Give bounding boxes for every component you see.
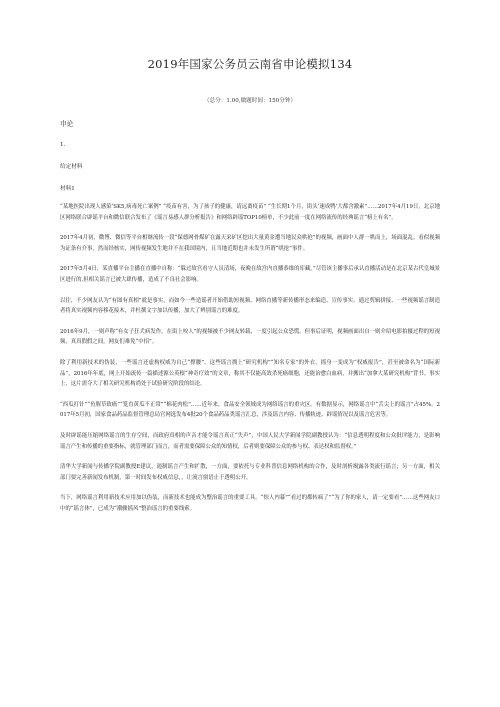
- exam-meta: （总分：1.00,做题时间：150分钟）: [203, 98, 297, 104]
- section-heading: 申论: [60, 120, 74, 128]
- paragraph-8: 及时辟谣能压缩网络谣言的生存空间，而政府真相的声音才能令谣言真正“失声”，中国人民大学新闻学院副教授认为：“信息透明程度和公众批评能力，是影响谣言产生和传播的重要指标，就管理部门而言，而者需要保障公众的知情权，后者则要保障公众的参与权、表达权和监督权。”: [60, 432, 440, 450]
- material-label: 材料1: [60, 186, 75, 192]
- paragraph-9: 清华大学新闻与传播学院副教授E建议，遏制谣言产生和扩散，一方面，要依托与专业科普信息网络机构的合作，及时剖析揭露各类流行谣言；另一方面，相关部门要完善新闻发布机制，第一时间发布权威信息，，让流言窗语止于透明公开。: [60, 464, 440, 481]
- document-title: 2019年国家公务员云南省申论模拟134: [147, 57, 353, 71]
- paragraph-4: 以往，不少网友认为“有图有真相”就是事实，而如今一些造谣者开始借助短视频、网络直播等新传播形态来编造、宣传事实。通过剪辑拼接、一些视频谣言制造者将真实视频内容移花接木，并杜撰文字加以传播，加大了辨别谣言的难度。: [60, 297, 440, 315]
- question-number: 1.: [60, 142, 66, 148]
- paragraph-3: 2017年5月4日，某直播平台主播在直播中自称：“躲过故宫看守人员清场，夜晚在故宫内直播恭维的库藏。”尽管该主播事后承认直播活动是在北京某古代皇城景区进行的.但相关谣言已被大肆传播，造成了不良社会影响。: [60, 266, 440, 283]
- paragraph-1: “某地医院出现人感染‘SK5,病毒死亡案例” “疫苗有害，为了孩子的健康，请远离疫苗” “生长期1个月，街头‘速成鸭’大都含激素”……2017年4月19日，北京地区网络联合辟谣平台和微信联合发布了《谣言易感人群分析报告》和网络辟谣TOP10榜单，不少此前一度在网络流传的经典谣言“榜上有名”。: [60, 204, 440, 221]
- paragraph-7: “西瓜打针”“鱼腥草致癌”“笼直黄瓜不正常”“棉花肉松”……近年来，食品安全领域成为网络谣言的重灾区。有数据显示，网络谣言中“舌尖上的谣言”占45%。2017年5月初，国家食品药品监督管理总局官网选发布4批20个食品药品类谣言汇总，涉及谣言内容、传播轨迹、辟谣情况以及谣言危害等。: [60, 401, 440, 419]
- paragraph-2: 2017年4月初，微博、微信等平台相继流传一段“保德网骨煤矿在露天采矿区挖出大量黄金遭当地民众哄抢”的视频，画面中人群一哄而上，场面混乱。看似视频为证条有介事，然而经核实，网传视频发生地并不在我国境内，且当地近期也并未发生所谓“哄抢”事件。: [60, 235, 440, 252]
- paragraph-5: 2016年9月，一则声称“有女子狂犬病发作，在街上咬人”的视频被不少网友转载，一度引起公众恐慌。但事后证明，视频画面出自一则介绍电影拍摄过程的短视频，真真假假之间，网友们难免“中招”。: [60, 328, 440, 346]
- paragraph-10: 当下，网络谣言利用新技术应用加以伪装，而新技术也能成为整治谣言的重要工具。“惊人内幕”“看过的都转疯了”“为了你的家人，请一定要看”……这些网友口中的“谣言体”，已成为“潮骤摇风”整治谣言的重要线索。: [60, 495, 440, 512]
- given-material-heading: 给定材料: [60, 164, 83, 170]
- paragraph-6: 除了利用新技术的伪装，一些谣言还虚构权威为自己“撑腰”，这些谣言拥上“研究机构”“知名专家”的外衣，摇身一变成为“权威报告”，甚至被命名为“国际新品”，2016年年底，网上开始流传一篇描述源公英根“神奇疗效”的文章，称其不仅能高效杀死癌细胞，还能治愈白血病，并搬出“加拿大某研究机构”背书。事实上，这片需夺大了相关研究机构尚处于试验研究阶段的结论。: [60, 359, 440, 388]
